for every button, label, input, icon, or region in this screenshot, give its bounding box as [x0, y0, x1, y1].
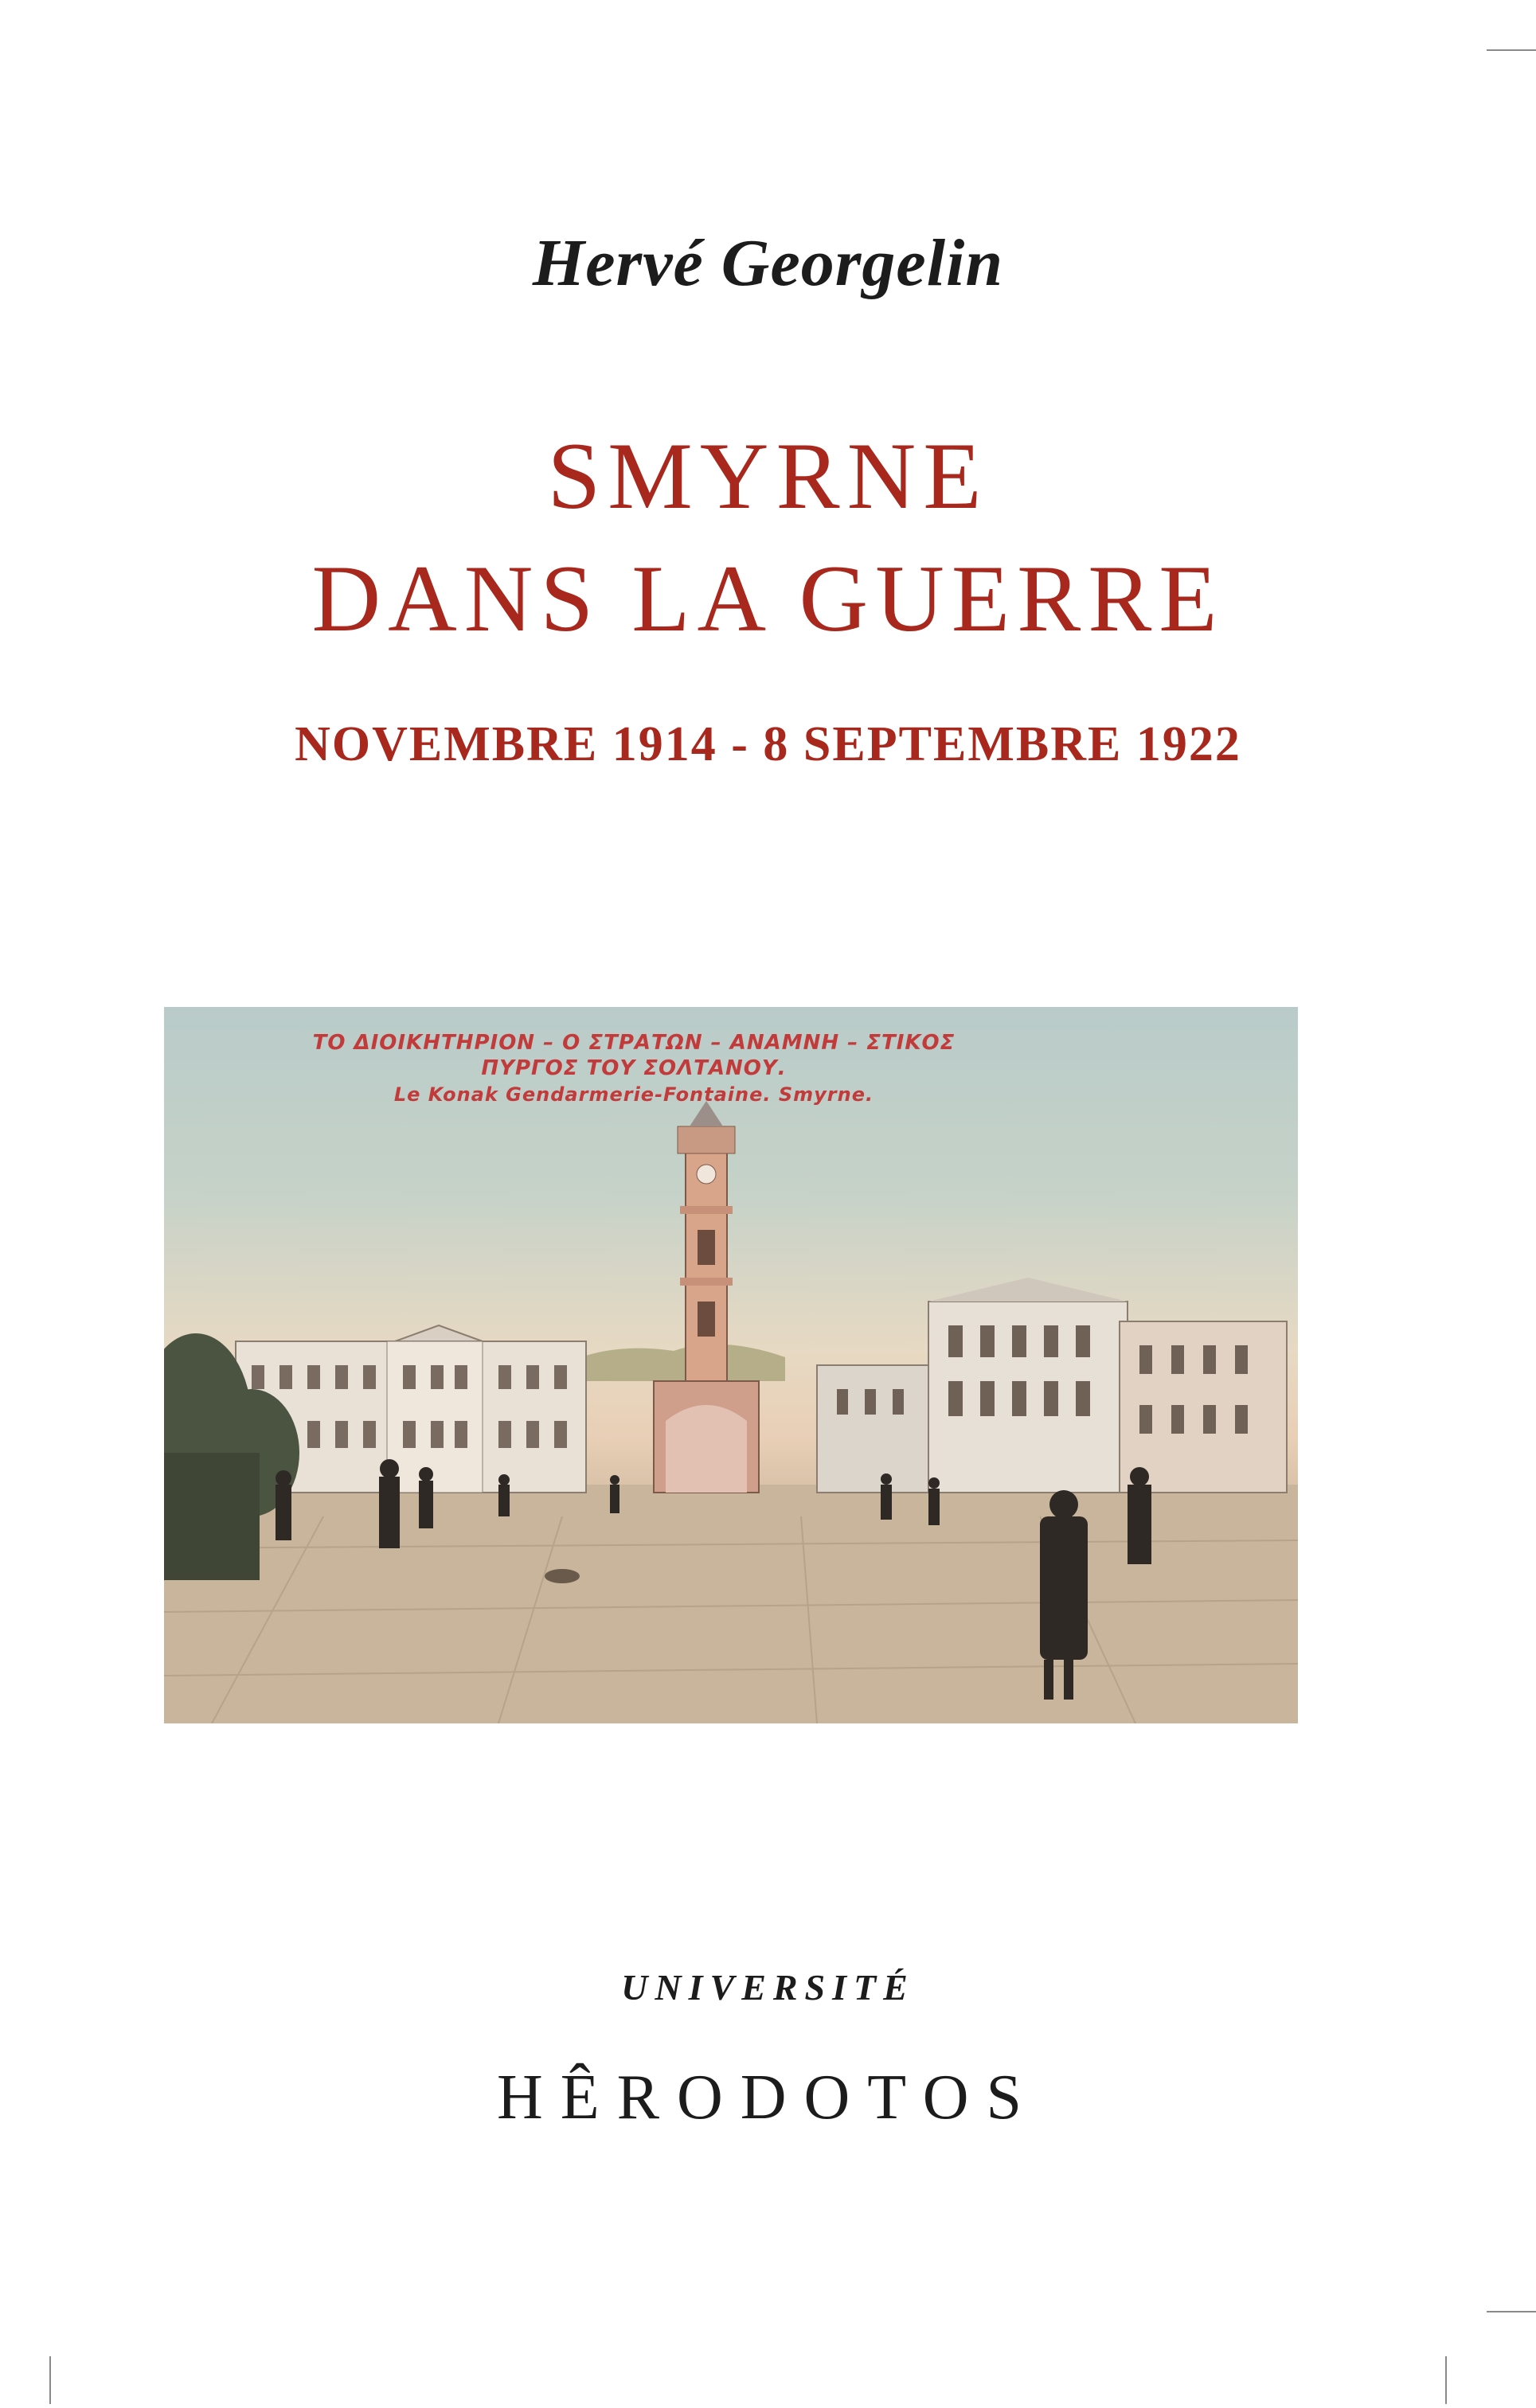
distant-hills	[562, 1344, 785, 1381]
crop-mark-bottom-right	[1487, 2311, 1536, 2312]
crop-mark-top-right	[1487, 49, 1536, 51]
dog	[545, 1569, 580, 1583]
crop-mark-bottom-left	[49, 2356, 51, 2404]
crop-mark-bottom-right-vertical	[1445, 2356, 1447, 2404]
book-title-line-1: SMYRNE	[547, 423, 989, 529]
postcard-caption-french: Le Konak Gendarmerie-Fontaine. Smyrne.	[393, 1083, 874, 1106]
right-buildings	[817, 1278, 1287, 1493]
postcard-illustration	[164, 1007, 1298, 1723]
series-name: UNIVERSITÉ	[621, 1967, 915, 2008]
cover-photo-postcard	[164, 1007, 1298, 1723]
postcard-caption-greek-2: ΠΥΡΓΟΣ ΤΟΥ ΣΟΛΤΑΝΟΥ.	[481, 1056, 787, 1080]
book-subtitle-dates: NOVEMBRE 1914 - 8 SEPTEMBRE 1922	[295, 717, 1241, 771]
book-title-line-2: DANS LA GUERRE	[311, 545, 1225, 651]
clock-tower	[654, 1101, 759, 1493]
postcard-caption-greek-1: ΤΟ ΔΙΟΙΚΗΤΗΡΙΟΝ – Ο ΣΤΡΑΤΩΝ – ΑΝΑΜΝΗ – ΣΤΙΚΟΣ	[312, 1031, 956, 1055]
author-name: Hervé Georgelin	[532, 226, 1004, 300]
publisher-name: HÊRODOTOS	[496, 2063, 1039, 2133]
